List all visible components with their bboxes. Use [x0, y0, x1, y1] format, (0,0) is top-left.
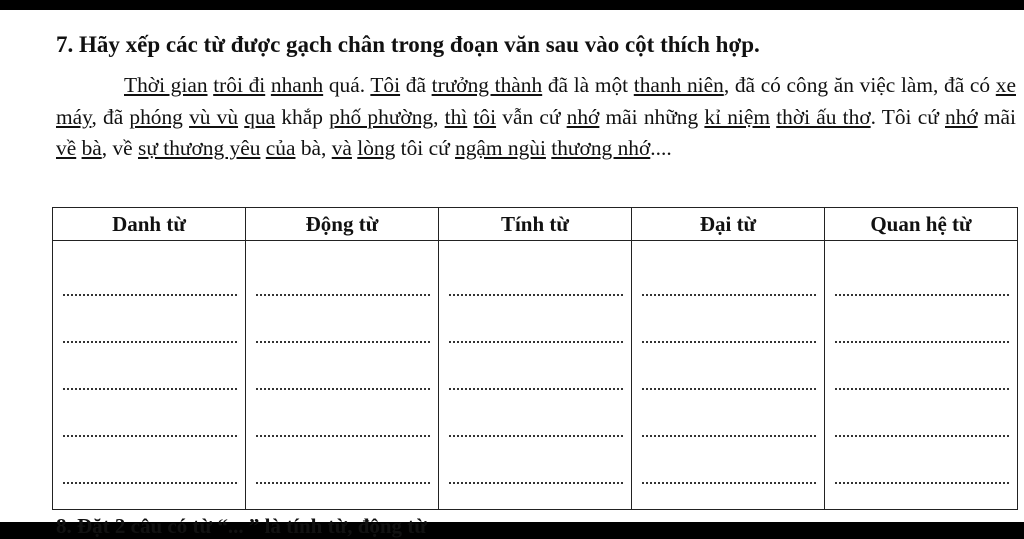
underlined-word: thì	[444, 104, 468, 129]
answer-cell-quan-he-tu[interactable]	[825, 241, 1018, 510]
underlined-word: phố phường	[329, 104, 434, 129]
worksheet-page	[0, 10, 1024, 538]
dotted-answer-line[interactable]	[642, 296, 816, 343]
dotted-answer-line[interactable]	[256, 343, 430, 390]
dotted-answer-line[interactable]	[63, 437, 237, 484]
dotted-answer-line[interactable]	[835, 390, 1009, 437]
dotted-answer-line[interactable]	[256, 390, 430, 437]
underlined-word: bà	[81, 136, 102, 160]
dotted-answer-line[interactable]	[256, 437, 430, 484]
underlined-word: kỉ niệm	[704, 104, 770, 129]
dotted-answer-line[interactable]	[642, 437, 816, 484]
header-tinh-tu: Tính từ	[439, 208, 632, 241]
passage-segment: , đã	[91, 104, 130, 129]
underlined-word: nhớ	[566, 104, 600, 129]
passage-segment: đã là một	[542, 73, 634, 97]
underlined-word: Thời gian	[124, 73, 208, 97]
underlined-word: ngậm ngùi	[455, 136, 546, 160]
header-dai-tu: Đại từ	[632, 208, 825, 241]
header-danh-tu: Danh từ	[53, 208, 246, 241]
next-question-partial: 8. Đặt 2 câu có từ “... ” là tính từ, động từ	[56, 514, 427, 538]
dotted-answer-line[interactable]	[256, 241, 430, 296]
passage-segment: khắp	[275, 104, 330, 129]
dotted-answer-line[interactable]	[256, 296, 430, 343]
dotted-answer-line[interactable]	[63, 296, 237, 343]
dotted-answer-line[interactable]	[642, 241, 816, 296]
dotted-answer-line[interactable]	[449, 296, 623, 343]
underlined-word: về	[56, 136, 77, 160]
underlined-word: phóng	[129, 104, 183, 129]
dotted-answer-line[interactable]	[835, 343, 1009, 390]
passage-segment: ....	[650, 136, 672, 160]
dotted-answer-line[interactable]	[835, 296, 1009, 343]
underlined-word: Tôi	[370, 73, 401, 97]
passage-segment: tôi cứ	[395, 136, 456, 160]
underlined-word: thanh niên	[633, 73, 724, 97]
underlined-word: nhớ	[945, 104, 978, 129]
dotted-answer-line[interactable]	[835, 241, 1009, 296]
header-quan-he-tu: Quan hệ từ	[825, 208, 1018, 241]
underlined-word: tôi	[473, 104, 497, 129]
passage-segment: bà,	[295, 136, 332, 160]
passage-segment: . Tôi cứ	[870, 104, 945, 129]
passage-segment: mãi	[977, 104, 1016, 129]
underlined-word: nhanh	[270, 73, 324, 97]
underlined-word: sự thương yêu	[138, 136, 261, 160]
answer-cell-danh-tu[interactable]	[53, 241, 246, 510]
underlined-word: trôi đi	[213, 73, 266, 97]
underlined-word: của	[265, 136, 296, 160]
underlined-word: qua	[244, 104, 276, 129]
passage-segment: , đã có công ăn việc làm, đã có	[723, 73, 996, 97]
passage-segment: , về	[101, 136, 138, 160]
underlined-word: xe máy	[56, 73, 1016, 129]
answer-cell-dai-tu[interactable]	[632, 241, 825, 510]
passage-segment: mãi những	[599, 104, 705, 129]
underlined-word: lòng	[357, 136, 396, 160]
passage-segment: đã	[400, 73, 432, 97]
underlined-word: vù vù	[189, 104, 239, 129]
dotted-answer-line[interactable]	[449, 241, 623, 296]
underlined-word: trưởng thành	[431, 73, 543, 97]
dotted-answer-line[interactable]	[63, 390, 237, 437]
word-classification-table	[52, 207, 1018, 510]
dotted-answer-line[interactable]	[449, 437, 623, 484]
header-dong-tu: Động từ	[246, 208, 439, 241]
passage-segment: quá.	[323, 73, 371, 97]
passage-segment: vẫn cứ	[496, 104, 567, 129]
dotted-answer-line[interactable]	[449, 343, 623, 390]
dotted-answer-line[interactable]	[835, 437, 1009, 484]
underlined-word: thời ấu thơ	[776, 104, 871, 129]
dotted-answer-line[interactable]	[63, 343, 237, 390]
question-7-title: 7. Hãy xếp các từ được gạch chân trong đoạn văn sau vào cột thích hợp.	[56, 32, 760, 57]
underlined-word: và	[331, 136, 352, 160]
passage-segment: ,	[433, 104, 445, 129]
passage-text	[56, 70, 1016, 165]
dotted-answer-line[interactable]	[642, 390, 816, 437]
underlined-word: thương nhớ	[551, 136, 651, 160]
dotted-answer-line[interactable]	[63, 241, 237, 296]
dotted-answer-line[interactable]	[642, 343, 816, 390]
dotted-answer-line[interactable]	[449, 390, 623, 437]
answer-cell-dong-tu[interactable]	[246, 241, 439, 510]
answer-cell-tinh-tu[interactable]	[439, 241, 632, 510]
